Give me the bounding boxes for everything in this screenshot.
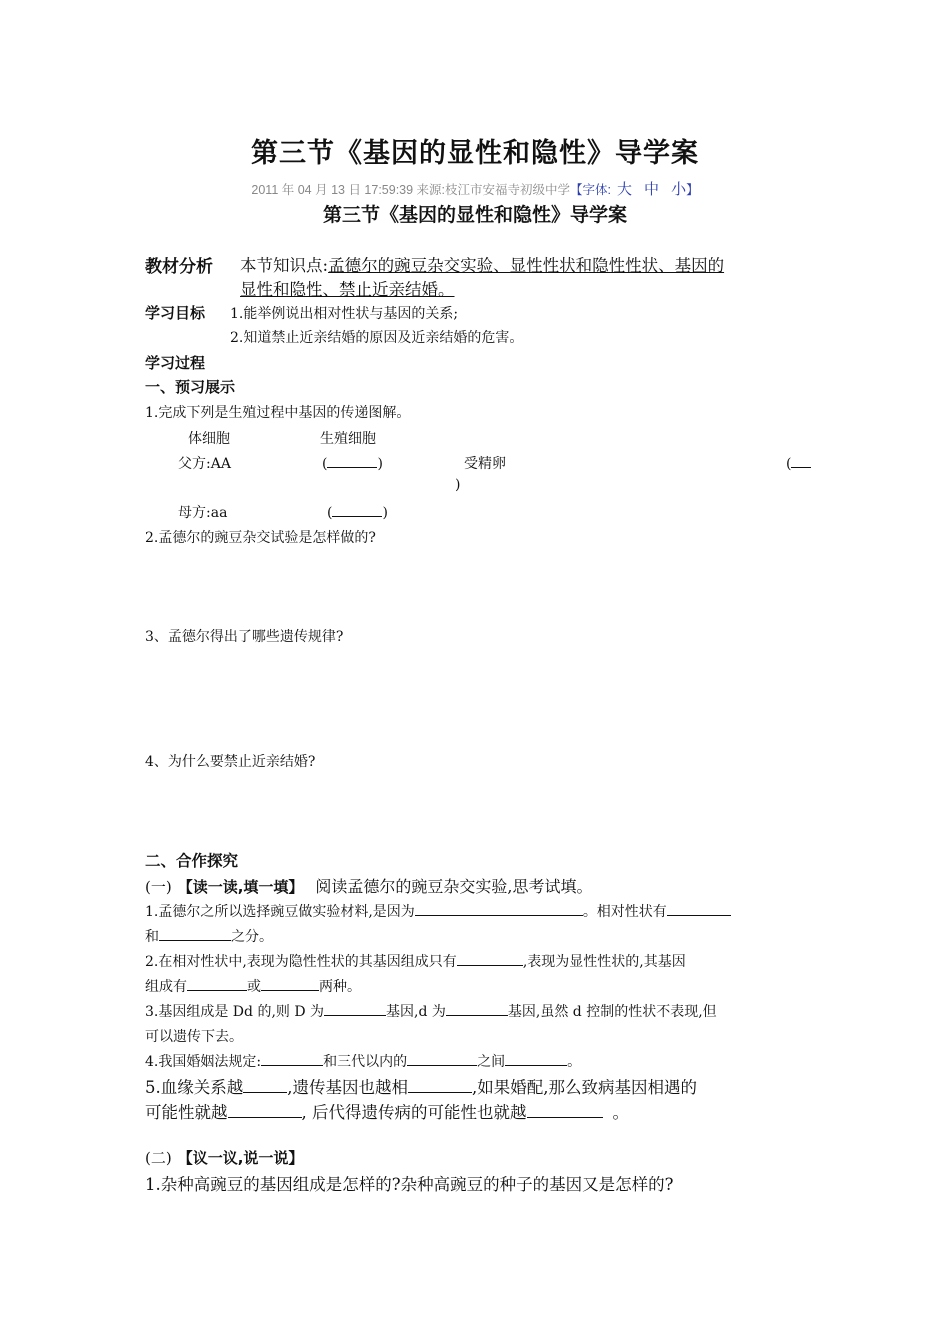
fill-item-4: 4.我国婚姻法规定: 和三代以内的 之间 。 [145,1051,581,1071]
font-size-medium-link[interactable]: 中 [644,181,660,198]
preview-question-3: 3、孟德尔得出了哪些遗传规律? [145,629,344,645]
analysis-intro [240,252,724,276]
font-size-label: 【字体: [570,183,612,197]
font-size-large-link[interactable]: 大 [617,181,633,198]
part1-title: 【读一读,填一填】 [177,878,304,896]
part2-title: 【议一议,说一说】 [177,1149,304,1167]
article-meta [0,178,950,199]
fill-item-2: 2.在相对性状中,表现为隐性性状的其基因组成只有 ,表现为显性性状的,其基因 [145,951,686,971]
preview-question-4: 4、为什么要禁止近亲结婚? [145,754,316,770]
page-title: 第三节《基因的显性和隐性》导学案 [251,138,699,169]
mother-gamete-input[interactable] [332,502,382,517]
fill-item-2-cont: 组成有 或 两种。 [145,976,361,996]
fill-blank-2a[interactable] [457,951,523,966]
fill-blank-2b[interactable] [187,976,247,991]
fill-blank-3a[interactable] [324,1001,386,1016]
father-gamete-input[interactable] [327,453,377,468]
document-subtitle: 第三节《基因的显性和隐性》导学案 [322,204,627,226]
fill-blank-1c[interactable] [159,926,231,941]
zygote-label: 受精卵 [464,456,506,472]
font-size-small-link[interactable]: 小 [671,181,687,198]
analysis-intro-text: 本节知识点: [240,256,329,275]
font-size-bracket-close: 】 [686,183,699,197]
part2-question-1: 1.杂种高豌豆的基因组成是怎样的?杂种高豌豆的种子的基因又是怎样的? [145,1175,674,1194]
fill-item-1: 1.孟德尔之所以选择豌豆做实验材料,是因为 。相对性状有 [145,901,731,921]
mother-genotype: 母方:aa [178,505,228,521]
goals-label: 学习目标 [145,304,206,322]
fill-item-3: 3.基因组成是 Dd 的,则 D 为 基因,d 为 基因,虽然 d 控制的性状不表现,但 [145,1001,717,1021]
col-germ-cell: 生殖细胞 [320,431,376,447]
fill-item-5-cont: 可能性就越 , 后代得遗传病的可能性也就越 。 [145,1103,629,1122]
fill-blank-1b[interactable] [667,901,731,916]
fill-blank-5b[interactable] [408,1078,472,1093]
fill-blank-1a[interactable] [415,901,583,916]
fill-blank-2c[interactable] [261,976,319,991]
father-genotype: 父方:AA [178,456,231,472]
preview-question-2: 2.孟德尔的豌豆杂交试验是怎样做的? [145,530,376,546]
fill-blank-5d[interactable] [527,1103,603,1118]
father-gamete-blank: ( ) [322,453,383,472]
preview-question-1: 1.完成下列是生殖过程中基因的传递图解。 [145,405,411,421]
part1-header: (一) 【读一读,填一填】 阅读孟德尔的豌豆杂交实验,思考试填。 [145,877,593,896]
fill-blank-4b[interactable] [407,1051,477,1066]
fill-blank-4c[interactable] [505,1051,567,1066]
zygote-paren-close: ) [455,477,461,493]
mother-gamete-blank: ( ) [327,502,388,521]
fill-item-1-cont: 和 之分。 [145,926,273,946]
analysis-line-2: 显性和隐性、禁止近亲结婚。 [240,280,455,299]
col-somatic-cell: 体细胞 [188,431,230,447]
fill-blank-5a[interactable] [243,1078,287,1093]
fill-blank-4a[interactable] [261,1051,323,1066]
fill-blank-5c[interactable] [228,1103,302,1118]
zygote-blank: ( [786,453,811,472]
analysis-line-1: 孟德尔的豌豆杂交实验、显性性状和隐性性状、基因的 [328,256,725,275]
process-label: 学习过程 [145,354,206,372]
fill-item-3-cont: 可以遗传下去。 [145,1029,243,1045]
analysis-label: 教材分析 [145,257,213,277]
coop-heading: 二、合作探究 [145,852,239,870]
goal-item-2: 2.知道禁止近亲结婚的原因及近亲结婚的危害。 [230,330,524,346]
goal-item-1: 1.能举例说出相对性状与基因的关系; [230,306,459,322]
publish-info: 2011 年 04 月 13 日 17:59:39 来源:枝江市安福寺初级中学 [251,183,571,197]
preview-heading: 一、预习展示 [145,378,236,396]
zygote-input[interactable] [791,453,811,468]
part2-header: (二) 【议一议,说一说】 [145,1149,304,1167]
fill-blank-3b[interactable] [446,1001,508,1016]
part1-desc: 阅读孟德尔的豌豆杂交实验,思考试填。 [315,877,593,896]
fill-item-5: 5.血缘关系越 ,遗传基因也越相 ,如果婚配,那么致病基因相遇的 [145,1078,697,1097]
